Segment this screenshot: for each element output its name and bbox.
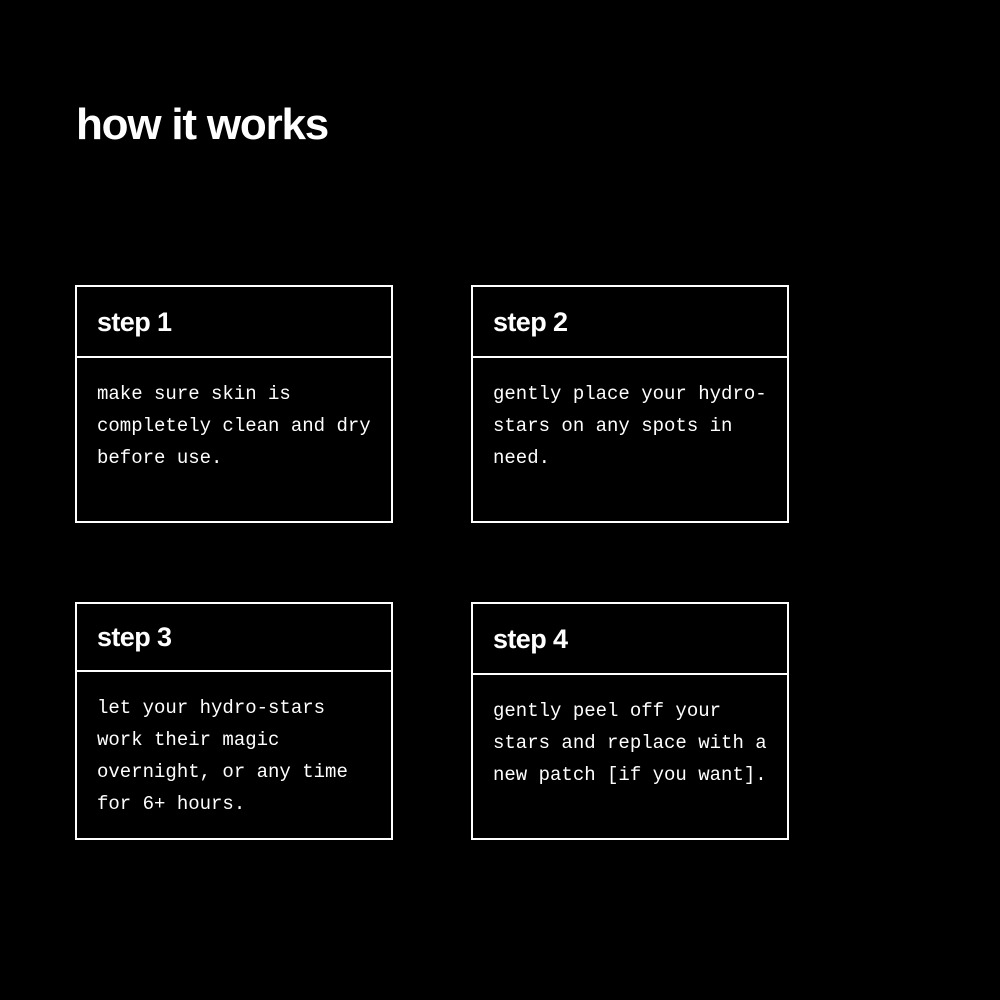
step-card-2-header [473, 287, 787, 358]
step-card-3-title: step 3 [97, 622, 172, 652]
step-card-1-header [77, 287, 391, 358]
step-card-2-title: step 2 [493, 306, 568, 337]
page-title: how it works [76, 100, 329, 149]
step-card-4-title: step 4 [493, 623, 568, 654]
step-card-2-text: gently place your hydro-stars on any spots in need. [493, 383, 767, 469]
step-card-2 [471, 285, 789, 523]
step-card-4-text: gently peel off your stars and replace with a new patch [if you want]. [493, 700, 779, 786]
step-card-2-body [473, 358, 787, 521]
step-card-4-header [473, 604, 787, 675]
step-card-1-title: step 1 [97, 306, 172, 337]
step-card-1-text: make sure skin is completely clean and dry before use. [97, 383, 383, 469]
step-card-3 [75, 602, 393, 840]
step-card-4-body [473, 675, 787, 838]
step-card-1 [75, 285, 393, 523]
step-card-4 [471, 602, 789, 840]
step-card-1-body [77, 358, 391, 521]
step-card-3-body [77, 672, 391, 838]
steps-grid [75, 285, 787, 840]
step-card-3-text: let your hydro-stars work their magic overnight, or any time for 6+ hours. [97, 697, 360, 815]
step-card-3-header [77, 604, 391, 672]
